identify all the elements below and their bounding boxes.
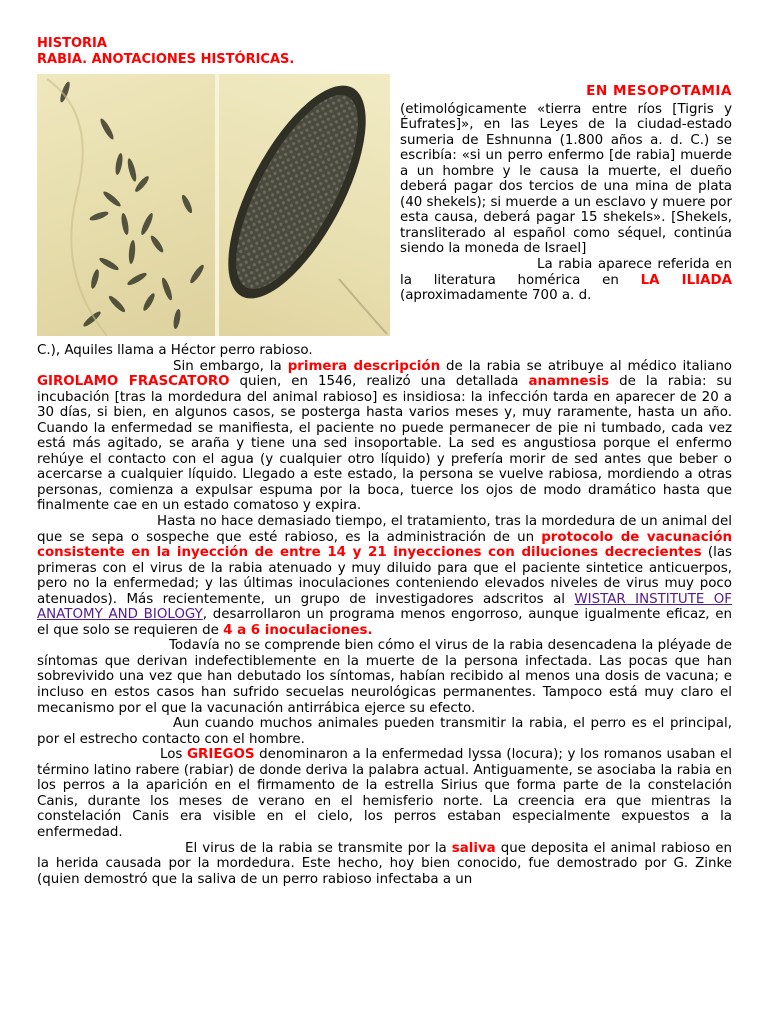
page-title: HISTORIA — [37, 36, 107, 51]
rabies-virion-micrograph — [219, 74, 390, 336]
paragraph-griegos: Los GRIEGOS denominaron a la enfermedad lyssa (locura); y los romanos usaban el término latino rabere (rabiar) de donde deriva la palabra actual. Antiguamente, se asociaba la rabia en los perros a la aparición en el firmamento de la estrella Sirius que forma parte de la constelación Canis, durante los meses de verano en el hemisferio norte. La creencia era que mientras la constelación Canis era visible en el cielo, los perros estaban especialmente expuestos a la enfermedad. — [37, 747, 732, 840]
article-body — [37, 343, 732, 887]
iliada-term: LA ILIADA — [640, 272, 733, 288]
mesopotamia-section — [400, 84, 732, 304]
mesopotamia-heading: EN MESOPOTAMIA — [586, 83, 732, 99]
bacteria-rods-micrograph — [37, 74, 215, 336]
mesopotamia-text: (etimológicamente «tierra entre ríos [Tigris y Éufrates]», en las Leyes de la ciudad-estado sumeria de Eshnunna (1.800 años a. d. C.) se escribía: «si un perro enfermo [de rabia] muerde a un hombre y le causa la muerte, el dueño deberá pagar dos tercios de una mina de plata (40 shekels); si muerde a un esclavo y muere por esta causa, deberá pagar 15 shekels». [Shekels, transliterado al español como séquel, continúa siendo la moneda de Israel] — [400, 101, 732, 257]
paragraph-frascatoro: Sin embargo, la primera descripción de la rabia se atribuye al médico italiano GIROLAMO FRASCATORO quien, en 1546, realizó una detallada anamnesis de la rabia: su incubación [tras la mordedura del animal rabioso] es insidiosa: la infección tarda en aparecer de 20 a 30 días, si bien, en algunos casos, se posterga hasta varios meses y, muy raramente, hasta un año. Cuando la enfermedad se manifiesta, el paciente no puede permanecer de pie ni tumbado, cada vez está más agitado, se araña y tiene una sed insoportable. La sed es angustiosa porque el enfermo rehúye el contacto con el agua (y cualquier otro líquido) y prefería morir de sed antes que beber o acercarse a cualquier líquido. Llegado a este estado, la persona se vuelve rabiosa, mordiendo a otras personas, comienza a expulsar espuma por la boca, tuerce los ojos de modo dramático hasta que finalmente cae en un estado comatoso y expira. — [37, 358, 732, 514]
iliada-line2: C.), Aquiles llama a Héctor perro rabioso. — [37, 343, 313, 358]
paragraph-animals: Aun cuando muchos animales pueden transmitir la rabia, el perro es el principal, por el estrecho contacto con el hombre. — [37, 716, 732, 747]
iliada-intro: La rabia aparece referida en la literatura homérica en LA ILIADA (aproximadamente 700 a. d. — [400, 257, 733, 304]
paragraph-symptoms: Todavía no se comprende bien cómo el virus de la rabia desencadena la pléyade de síntomas que derivan indefectiblemente en la muerte de la persona infectada. Las pocas que han sobrevivido una vez que han debutado los síntomas, habían recibido al menos una dosis de vacuna; e incluso en estos casos han sufrido secuelas neurológicas permanentes. Tampoco está muy claro el mecanismo por el que la vacunación antirrábica ejerce su efecto. — [37, 638, 732, 716]
paragraph-saliva: El virus de la rabia se transmite por la saliva que deposita el animal rabioso en la herida causada por la mordedura. Este hecho, hoy bien conocido, fue demostrado por G. Zinke (quien demostró que la saliva de un perro rabioso infectaba a un — [37, 840, 732, 887]
page-subtitle: RABIA. ANOTACIONES HISTÓRICAS. — [37, 52, 295, 67]
wistar-institute-link[interactable]: WISTAR INSTITUTE OF ANATOMY AND BIOLOGY — [37, 591, 733, 623]
micrograph-image — [37, 74, 390, 336]
paragraph-treatment: Hasta no hace demasiado tiempo, el tratamiento, tras la mordedura de un animal del que se sepa o sospeche que esté rabioso, es la administración de un protocolo de vacunación consistente en la inyección de entre 14 y 21 inyecciones con diluciones decrecientes (las primeras con el virus de la rabia atenuado y muy diluido para que el paciente sintetice anticuerpos, pero no la enfermedad; y las últimas inoculaciones conteniendo elevados niveles de virus muy poco atenuados). Más recientemente, un grupo de investigadores adscritos al WISTAR INSTITUTE OF ANATOMY AND BIOLOGY, desarrollaron un programa menos engorroso, aunque igualmente eficaz, en el que solo se requieren de 4 a 6 inoculaciones. — [37, 514, 733, 638]
